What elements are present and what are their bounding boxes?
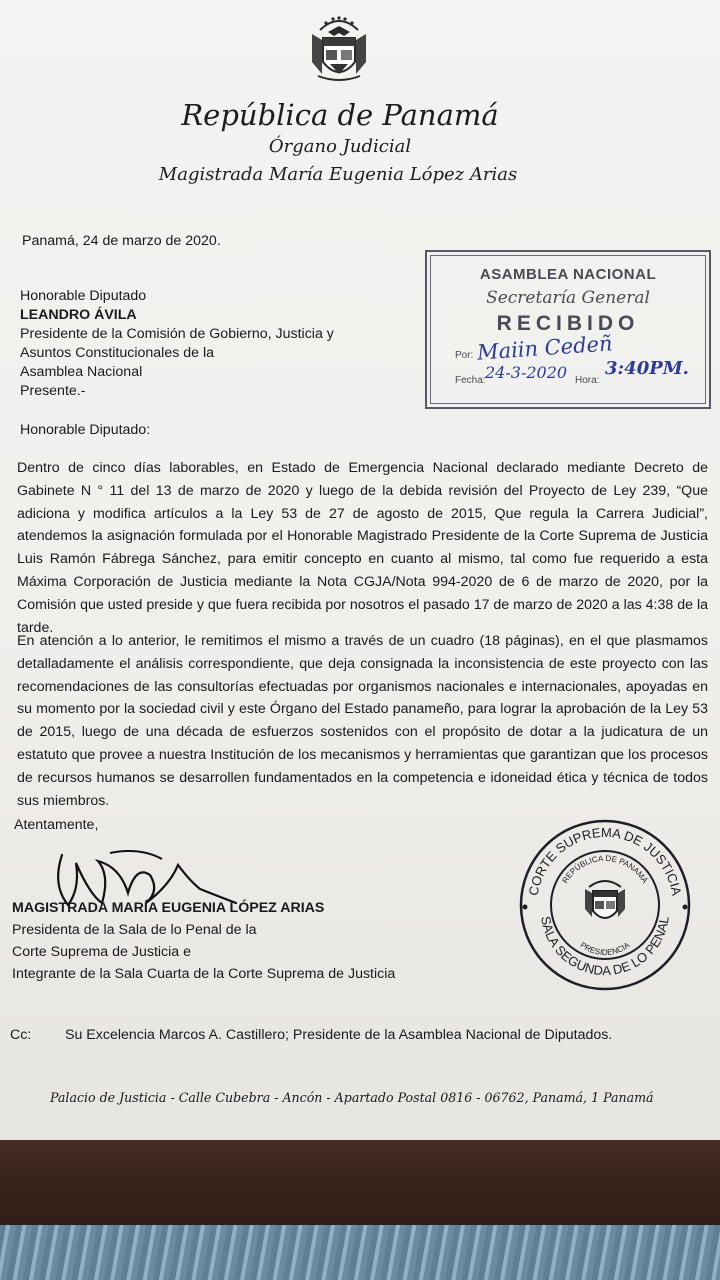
salutation: Honorable Diputado: [20, 422, 151, 438]
letter-footer: Palacio de Justicia - Calle Cubebra - Ancón - Apartado Postal 0816 - 06762, Panamá, 1 Panamá [50, 1090, 654, 1105]
signatory-title: Presidenta de la Sala de lo Penal de la [12, 922, 257, 938]
seal-inner-bottom: PRESIDENCIA [578, 940, 632, 958]
body-paragraph-1: Dentro de cinco días laborables, en Estado de Emergencia Nacional declarado mediante Decreto de Gabinete N ° 11 del 13 de marzo de 2020 y luego de la debida revisión del Proyecto de Ley 239, “Que adiciona y modifica artículos a la Ley 53 de 27 de agosto de 2015, Que regula la Carrera Judicial”, atendemos la asignación formulada por el Honorable Magistrado Presidente de la Corte Suprema de Justicia Luis Ramón Fábrega Sánchez, para emitir concepto en cuanto al mismo, tal como fue requerido a esta Máxima Corporación de Justicia mediante la Nota CGJA/Nota 994-2020 de 6 de marzo de 2020, por la Comisión que usted preside y que fuera recibida por nosotros el pasado 17 de marzo de 2020 a las 4:38 de la tarde. [17, 460, 708, 636]
letter-date: Panamá, 24 de marzo de 2020. [22, 233, 221, 249]
addressee-line: Presidente de la Comisión de Gobierno, Justicia y [20, 326, 334, 342]
signatory-title: Corte Suprema de Justicia e [12, 944, 192, 960]
received-stamp [425, 250, 711, 409]
stamp-hora-value: 3:40PM. [605, 358, 689, 379]
addressee-name: LEANDRO ÁVILA [20, 307, 137, 323]
signatory-name: MAGISTRADA MARÍA EUGENIA LÓPEZ ARIAS [12, 900, 325, 916]
body-paragraph-2: En atención a lo anterior, le remitimos el mismo a través de un cuadro (18 páginas), en el que plasmamos detalladamente el análisis correspondiente, que deja consignada la inconsistencia de este proyecto con las recomendaciones de las consultorías efectuadas por organismos nacionales e internacionales, apoyadas en su momento por la sociedad civil y este Órgano del Estado panameño, para lograr la aprobación de la Ley 53 de 2015, luego de una década de esfuerzos sostenidos con el propósito de dotar a la judicatura de un estatuto que provee a nuestra Institución de los mecanismos y herramientas que garantizan que los procesos de recursos humanos se desarrollen fundamentados en la competencia e idoneidad ética y técnica de todos sus miembros. [17, 633, 708, 809]
stamp-institution: ASAMBLEA NACIONAL [479, 266, 657, 283]
svg-text:PRESIDENCIA [579, 940, 632, 957]
court-seal [515, 815, 695, 995]
letterhead-organo: Órgano Judicial [268, 136, 412, 157]
seal-crest-icon [585, 881, 625, 918]
stamp-por-value: Maiin Cedeñ [476, 331, 614, 365]
addressee-line: Honorable Diputado [20, 288, 147, 304]
seal-outer-top: CORTE SUPREMA DE JUSTICIA [525, 824, 685, 897]
seal-outer-bottom: SALA SEGUNDA DE LO PENAL [538, 915, 672, 979]
svg-text:SALA SEGUNDA DE LO PENAL [538, 915, 672, 978]
stamp-fecha-label: Fecha: [455, 375, 486, 386]
stamp-status: RECIBIDO [496, 312, 640, 335]
addressee-line: Asuntos Constitucionales de la [20, 345, 215, 361]
letterhead-republic: República de Panamá [181, 98, 499, 132]
stamp-fecha-value: 24-3-2020 [485, 363, 568, 382]
stamp-por-label: Por: [455, 350, 474, 361]
coat-of-arms-icon [306, 10, 372, 86]
signature-block [12, 897, 395, 985]
cc-recipient: Su Excelencia Marcos A. Castillero; Presidente de la Asamblea Nacional de Diputados. [65, 1027, 613, 1043]
cc-label: Cc: [10, 1027, 32, 1043]
fabric-background [0, 1225, 720, 1280]
stamp-hora-label: Hora: [575, 375, 600, 386]
letterhead-magistrada: Magistrada María Eugenia López Arias [158, 164, 518, 185]
closing: Atentamente, [14, 817, 99, 833]
addressee-line: Asamblea Nacional [20, 364, 143, 380]
addressee-block [20, 287, 334, 401]
wooden-surface [0, 1135, 720, 1230]
addressee-line: Presente.- [20, 383, 86, 399]
signatory-title: Integrante de la Sala Cuarta de la Corte Suprema de Justicia [12, 966, 396, 982]
stamp-office: Secretaría General [486, 288, 650, 308]
seal-inner-top: REPÚBLICA DE PANAMÁ [560, 853, 650, 885]
